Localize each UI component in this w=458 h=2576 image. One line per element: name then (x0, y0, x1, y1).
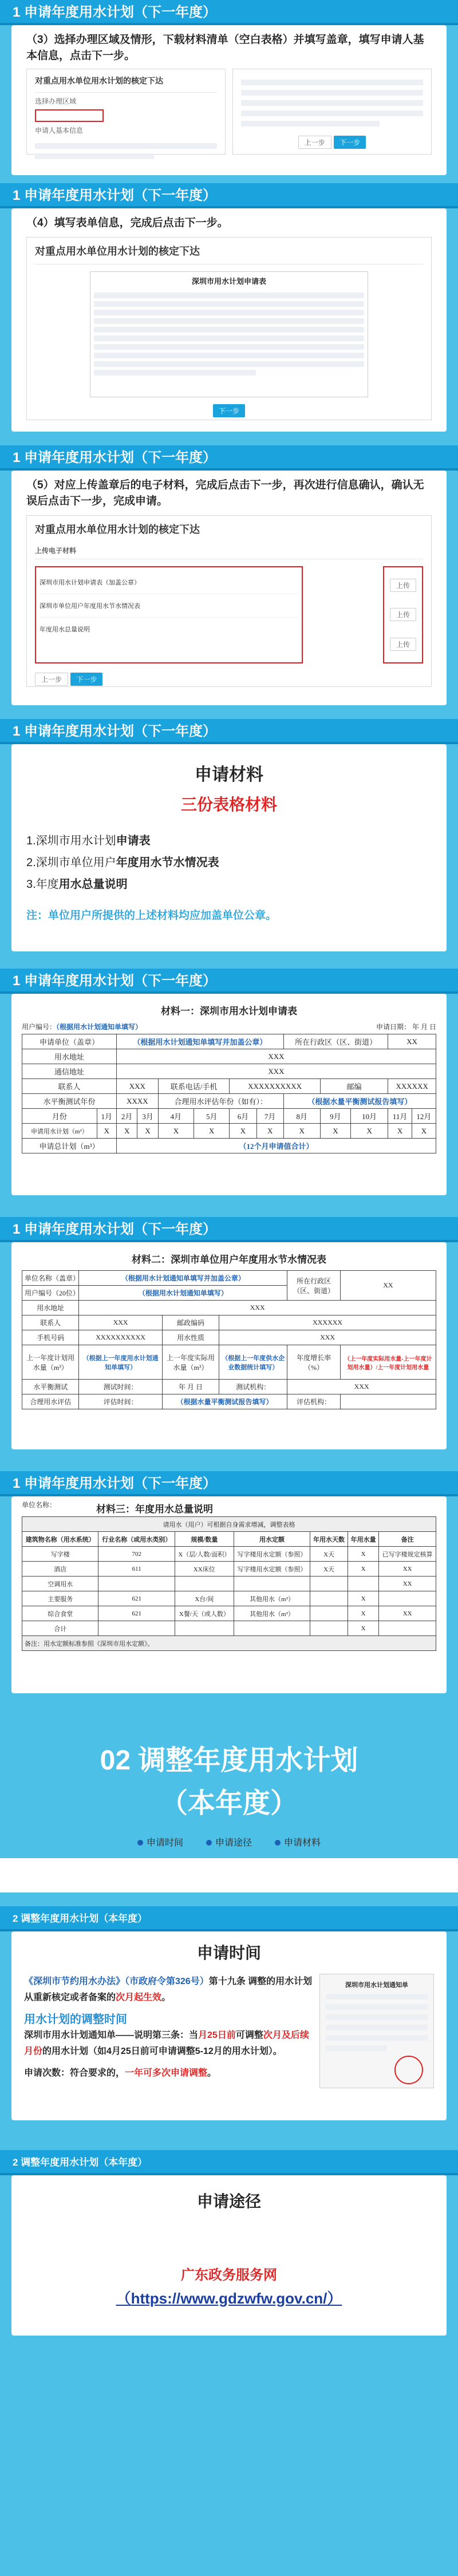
materials-subtitle: 三份表格材料 (180, 796, 277, 813)
form1-table: 申请单位（盖章） （根据用水计划通知单填写并加盖公章） 所在行政区（区、街道） XX 用水地址 XXX 通信地址 XXX 联系人 XXX 联系电话/手机 XXXXXXXXXX 邮编 XXXXXX 水平衡测试年份 XXXX 合理用水评估年份（如有）： （根据水量平衡测试报告填写） 月份 1月 2月 3月 4月 5月 6月 7月 8月 9月 10月 11月 12月 申请用水计划（m³） X X X X X X X X X X X X 申请总计划（m³） （12个月申请值合计） (22, 1034, 436, 1153)
section-bar: 1 申请年度用水计划（下一年度） (0, 1471, 458, 1496)
part2-title-line1: 02 调整年度用水计划 (100, 1745, 358, 1776)
upload-column (383, 566, 423, 663)
seal-stamp (394, 2056, 423, 2084)
form2-table: 单位名称（盖章） （根据用水计划通知单填写并加盖公章） 所在行政区（区、街道） XX 用户编号（20位） （根据用水计划通知单填写） 用水地址 XXX 联系人 XXX 邮政编码 XXXXXX 手机号码 XXXXXXXXXX 用水性质 XXX 上一年度计划用水量（m³） （根据上一年度用水计划通知单填写） 上一年度实际用水量（m³） （根据上一年度供水企业数据统计填写） 年度增长率（%） （上一年度实际用水量-上一年度计划用水量）/上一年度计划用水量 水平衡测试 测试时间： 年 月 日 测试机构： XXX 合理用水评估 评估时间： （根据水量平衡测试报告填写） 评估机构： (22, 1270, 436, 1409)
dot-icon (137, 1840, 143, 1846)
notice-image-caption: 深圳市用水计划通知单 (345, 1982, 408, 1989)
next-button[interactable]: 下一步 (334, 136, 366, 149)
time-p1: 《深圳市节约用水办法》（市政府令第326号）第十九条 调整的用水计划从重新核定或者备案的次月起生效。 (24, 1977, 313, 2002)
materials-title: 申请材料 (195, 765, 263, 784)
mock-subtitle-2: 申请人基本信息 (35, 127, 84, 135)
site-name[interactable]: 广东政务服务网 (181, 2267, 277, 2283)
part2-title-line2: （本年度） (160, 1788, 298, 1819)
section-bar: 2 调整年度用水计划（本年度） (0, 2150, 458, 2175)
file-item: 深圳市用水计划申请表（加盖公章） (40, 571, 298, 594)
material-item-3: 3.年度用水总量说明 (26, 878, 128, 891)
screenshot (26, 237, 432, 420)
section-bar: 1 申请年度用水计划（下一年度） (0, 1217, 458, 1242)
mock-subtitle: 选择办理区域 (35, 97, 77, 105)
user-no-label: 用户编号：（根据用水计划通知单填写） (22, 1023, 143, 1031)
upload-button[interactable]: 上传 (390, 579, 416, 592)
apply-date: 申请日期： 年 月 日 (376, 1023, 436, 1031)
screenshot-left (26, 69, 226, 155)
mock-title: 对重点用水单位用水计划的核定下达 (35, 76, 163, 85)
part2-header (0, 1715, 458, 1893)
form1-section (0, 969, 458, 1209)
file-item: 深圳市单位用户年度用水节水情况表 (40, 594, 298, 618)
section-bar: 2 调整年度用水计划（本年度） (0, 1906, 458, 1931)
upload-button[interactable]: 上传 (390, 638, 416, 651)
form-preview-title: 深圳市用水计划申请表 (191, 277, 266, 286)
form3-title: 材料三：年度用水总量说明 (96, 1504, 214, 1515)
step5-section (0, 445, 458, 714)
section-bar: 1 申请年度用水计划（下一年度） (0, 0, 458, 25)
step-text: （5）对应上传盖章后的电子材料，完成后点击下一步，再次进行信息确认，确认无误后点击下一步，完成申请。 (26, 479, 424, 507)
materials-section (0, 719, 458, 961)
highlight-box (35, 109, 104, 122)
step4-section (0, 183, 458, 441)
file-list (35, 566, 303, 663)
route-section (0, 2150, 458, 2350)
form-preview (90, 271, 368, 397)
form2-title: 材料二：深圳市单位用户年度用水节水情况表 (132, 1254, 326, 1265)
nav-time[interactable]: 申请时间 (137, 1835, 183, 1848)
form2-card (11, 1242, 447, 1449)
next-button[interactable]: 下一步 (213, 404, 245, 417)
dot-icon (206, 1840, 212, 1846)
form1-card (11, 994, 447, 1195)
site-url-link[interactable]: （https://www.gdzwfw.gov.cn/） (116, 2290, 342, 2307)
section-bar: 1 申请年度用水计划（下一年度） (0, 183, 458, 208)
unit-label: 单位名称： (22, 1501, 57, 1509)
time-title: 申请时间 (196, 1944, 261, 1962)
step-text: （3）选择办理区域及情形，下载材料清单（空白表格）并填写盖章，填写申请人基本信息，点击下一步。 (26, 34, 424, 62)
step3-card (11, 25, 447, 175)
time-p2: 深圳市用水计划通知单——说明第三条：当月25日前可调整次月及后续月份的用水计划（如4月25日前可申请调整5-12月的用水计划）。 (24, 2030, 309, 2056)
form1-title: 材料一：深圳市用水计划申请表 (161, 1006, 297, 1017)
form3-section (0, 1471, 458, 1707)
dot-icon (275, 1840, 281, 1846)
mock-subtitle: 上传电子材料 (35, 547, 77, 555)
section-bar: 1 申请年度用水计划（下一年度） (0, 719, 458, 744)
section-bar: 1 申请年度用水计划（下一年度） (0, 445, 458, 471)
prev-button[interactable]: 上一步 (35, 673, 68, 686)
prev-button[interactable]: 上一步 (298, 136, 331, 149)
time-card (11, 1931, 447, 2120)
time-p3: 申请次数：符合要求的，一年可多次申请调整。 (24, 2068, 217, 2078)
time-h2: 用水计划的调整时间 (24, 2013, 127, 2026)
material-item-1: 1.深圳市用水计划申请表 (26, 835, 151, 847)
step5-card (11, 471, 447, 705)
screenshot (26, 515, 432, 687)
route-title: 申请途径 (196, 2192, 261, 2210)
step-text: （4）填写表单信息，完成后点击下一步。 (26, 217, 228, 229)
material-item-2: 2.深圳市单位用户年度用水节水情况表 (26, 856, 219, 869)
mock-title: 对重点用水单位用水计划的核定下达 (35, 246, 200, 257)
next-button[interactable]: 下一步 (70, 673, 102, 686)
section-bar: 1 申请年度用水计划（下一年度） (0, 969, 458, 994)
notice-image (319, 1974, 434, 2088)
mock-title: 对重点用水单位用水计划的核定下达 (35, 524, 200, 535)
route-card (11, 2175, 447, 2336)
materials-note: 注：单位用户所提供的上述材料均应加盖单位公章。 (26, 910, 277, 922)
step3-section (0, 0, 458, 179)
form3-card (11, 1496, 447, 1693)
nav-materials[interactable]: 申请材料 (275, 1835, 321, 1848)
form3-table: 请用水（用户）可根据自身需求增减，调整表格 建筑物名称（用水系统） 行业名称（或用水类别） 规模/数量 用水定额 年用水天数 年用水量 备注 写字楼 702 X（层/人数/面积） 写字楼用水定额（参照） X天 X 已写字楼规定核算 酒店 611 XX床位 写字楼用水定额（参照） X天 X XX 空调用水 XX 主要服务 621 X台/间 其他用水（m³） X 综合食堂 621 X餐/天（或人数） 其他用水（m³） X XX 合计 X 备注：用水定额标准参照《深圳市用水定额》。 (22, 1516, 436, 1651)
time-section (0, 1906, 458, 2141)
materials-card (11, 744, 447, 951)
upload-button[interactable]: 上传 (390, 608, 416, 621)
form2-section (0, 1217, 458, 1463)
nav-route[interactable]: 申请途径 (206, 1835, 252, 1848)
screenshot-right (232, 69, 432, 155)
step4-card (11, 208, 447, 432)
file-item: 年度用水总量说明 (40, 626, 90, 633)
